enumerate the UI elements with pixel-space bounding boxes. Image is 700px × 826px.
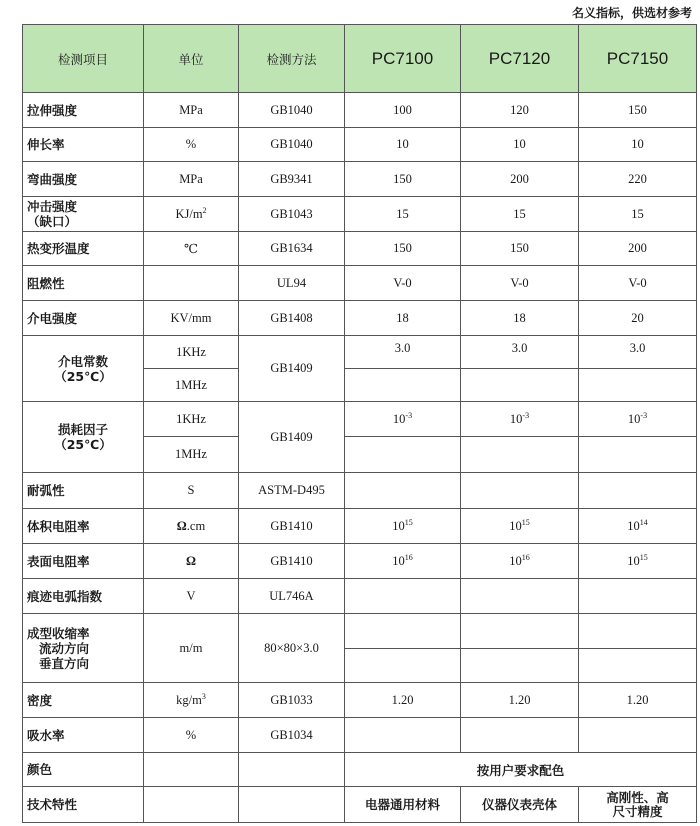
row-method: 80×80×3.0 xyxy=(239,614,345,683)
unit-symbol: Ω xyxy=(185,553,196,568)
row-item: 阻燃性 xyxy=(23,266,144,301)
row-value xyxy=(461,437,579,473)
row-item-line: 成型收缩率 xyxy=(27,625,90,641)
row-method: GB1043 xyxy=(239,197,345,232)
value-sup: 16 xyxy=(521,553,530,562)
row-unit: m/m xyxy=(144,614,239,683)
row-value xyxy=(461,614,579,649)
row-unit: ℃ xyxy=(144,232,239,266)
table-row xyxy=(23,266,697,301)
row-method: UL746A xyxy=(239,579,345,614)
value-sup: -3 xyxy=(640,411,648,420)
header-method: 检测方法 xyxy=(239,25,345,93)
row-value xyxy=(461,369,579,402)
header-pc7120: PC7120 xyxy=(461,25,579,93)
row-unit: V xyxy=(144,579,239,614)
row-value: 150 xyxy=(345,232,461,266)
row-method: GB1040 xyxy=(239,93,345,128)
row-value: 220 xyxy=(579,162,697,197)
table-row xyxy=(23,473,697,509)
row-value xyxy=(579,509,697,544)
table-row xyxy=(23,93,697,128)
row-item-line: （25℃） xyxy=(54,368,112,384)
row-item-line: 垂直方向 xyxy=(39,655,90,671)
row-freq: 1MHz xyxy=(144,437,239,473)
row-value xyxy=(345,473,461,509)
row-value: 150 xyxy=(345,162,461,197)
value-sup: 15 xyxy=(521,518,530,527)
row-value: 18 xyxy=(461,301,579,336)
row-unit: S xyxy=(144,473,239,509)
row-unit: MPa xyxy=(144,93,239,128)
spec-table xyxy=(22,24,697,823)
row-item xyxy=(23,402,144,473)
row-unit xyxy=(144,544,239,579)
row-value: V-0 xyxy=(461,266,579,301)
row-method: GB1634 xyxy=(239,232,345,266)
unit-base: kg/m xyxy=(176,693,202,707)
value-sup: -3 xyxy=(405,411,413,420)
row-item: 拉伸强度 xyxy=(23,93,144,128)
row-unit: KV/mm xyxy=(144,301,239,336)
row-value: 10 xyxy=(579,128,697,162)
row-value xyxy=(345,649,461,683)
header-row xyxy=(23,25,697,93)
reference-note: 名义指标，供选材参考 xyxy=(571,6,692,20)
table-row xyxy=(23,753,697,787)
row-method: GB1409 xyxy=(239,336,345,402)
row-unit xyxy=(144,266,239,301)
row-value xyxy=(579,437,697,473)
row-value xyxy=(345,579,461,614)
row-unit xyxy=(144,197,239,232)
header-pc7150: PC7150 xyxy=(579,25,697,93)
tech-value-line: 高刚性、高 xyxy=(606,789,669,805)
row-value: 15 xyxy=(345,197,461,232)
row-method: GB1410 xyxy=(239,509,345,544)
row-unit: MPa xyxy=(144,162,239,197)
header-unit: 单位 xyxy=(144,25,239,93)
row-value xyxy=(345,509,461,544)
row-value: V-0 xyxy=(345,266,461,301)
row-value: 150 xyxy=(461,232,579,266)
row-item: 吸水率 xyxy=(23,718,144,753)
row-method: GB1409 xyxy=(239,402,345,473)
row-unit xyxy=(144,753,239,787)
row-value xyxy=(461,509,579,544)
value-sup: 14 xyxy=(639,518,648,527)
table-row xyxy=(23,301,697,336)
row-method: GB1408 xyxy=(239,301,345,336)
row-value: V-0 xyxy=(579,266,697,301)
tech-value: 电器通用材料 xyxy=(345,787,461,823)
row-item: 介电强度 xyxy=(23,301,144,336)
row-method: GB1410 xyxy=(239,544,345,579)
value-base: 10 xyxy=(509,519,522,533)
row-item: 体积电阻率 xyxy=(23,509,144,544)
row-value xyxy=(461,718,579,753)
row-item-line: （缺口） xyxy=(27,214,78,229)
row-method xyxy=(239,753,345,787)
value-base: 10 xyxy=(627,554,640,568)
row-method: GB9341 xyxy=(239,162,345,197)
row-value xyxy=(461,579,579,614)
row-freq: 1MHz xyxy=(144,369,239,402)
row-method: GB1034 xyxy=(239,718,345,753)
row-value: 150 xyxy=(579,93,697,128)
table-row xyxy=(23,402,697,437)
table-row xyxy=(23,128,697,162)
row-unit xyxy=(144,509,239,544)
header-item: 检测项目 xyxy=(23,25,144,93)
row-item: 密度 xyxy=(23,683,144,718)
tech-value: 仪器仪表壳体 xyxy=(461,787,579,823)
value-base: 10 xyxy=(509,412,523,426)
row-method xyxy=(239,787,345,823)
row-value: 3.0 xyxy=(461,336,579,369)
table-row xyxy=(23,197,697,232)
value-sup: -3 xyxy=(522,411,530,420)
row-item: 耐弧性 xyxy=(23,473,144,509)
row-item xyxy=(23,197,144,232)
table-row xyxy=(23,683,697,718)
row-item: 弯曲强度 xyxy=(23,162,144,197)
value-base: 10 xyxy=(392,412,406,426)
tech-value-line: 尺寸精度 xyxy=(612,803,663,819)
row-value xyxy=(345,369,461,402)
unit-symbol: Ω xyxy=(176,518,187,533)
row-item: 痕迹电弧指数 xyxy=(23,579,144,614)
table-row xyxy=(23,579,697,614)
row-value xyxy=(345,614,461,649)
row-value: 1.20 xyxy=(345,683,461,718)
row-item-line: （25℃） xyxy=(54,437,112,452)
row-value xyxy=(579,649,697,683)
row-item xyxy=(23,336,144,402)
row-item: 伸长率 xyxy=(23,128,144,162)
row-item: 技术特性 xyxy=(23,787,144,823)
row-value xyxy=(345,718,461,753)
value-base: 10 xyxy=(392,519,405,533)
value-base: 10 xyxy=(392,554,405,568)
table-row xyxy=(23,614,697,649)
row-value xyxy=(345,402,461,437)
value-sup: 15 xyxy=(639,553,648,562)
row-item-line: 损耗因子 xyxy=(57,422,108,437)
table-row xyxy=(23,718,697,753)
table-row xyxy=(23,509,697,544)
row-method: ASTM-D495 xyxy=(239,473,345,509)
row-value xyxy=(579,369,697,402)
table-row xyxy=(23,232,697,266)
row-value xyxy=(345,544,461,579)
table-row xyxy=(23,544,697,579)
row-value: 20 xyxy=(579,301,697,336)
unit-sup: 3 xyxy=(201,692,206,701)
row-value: 18 xyxy=(345,301,461,336)
row-value xyxy=(461,402,579,437)
row-value: 10 xyxy=(345,128,461,162)
row-value: 15 xyxy=(579,197,697,232)
row-unit xyxy=(144,683,239,718)
row-value: 1.20 xyxy=(579,683,697,718)
row-item-line: 冲击强度 xyxy=(27,199,78,214)
unit-sup: 2 xyxy=(202,206,207,215)
row-item: 热变形温度 xyxy=(23,232,144,266)
value-base: 10 xyxy=(509,554,522,568)
row-value: 200 xyxy=(579,232,697,266)
value-sup: 15 xyxy=(404,518,413,527)
row-freq: 1KHz xyxy=(144,336,239,369)
row-item-line: 流动方向 xyxy=(39,640,90,656)
row-freq: 1KHz xyxy=(144,402,239,437)
row-item-line: 介电常数 xyxy=(57,353,108,369)
row-value: 1.20 xyxy=(461,683,579,718)
row-value xyxy=(461,649,579,683)
row-value: 200 xyxy=(461,162,579,197)
value-sup: 16 xyxy=(404,553,413,562)
table-row xyxy=(23,787,697,823)
row-value xyxy=(345,437,461,473)
unit-rest: .cm xyxy=(186,518,206,533)
row-value xyxy=(579,579,697,614)
color-value: 按用户要求配色 xyxy=(345,753,697,787)
row-item: 表面电阻率 xyxy=(23,544,144,579)
tech-value xyxy=(579,787,697,823)
row-value xyxy=(579,718,697,753)
row-value: 100 xyxy=(345,93,461,128)
row-unit: % xyxy=(144,718,239,753)
row-method: UL94 xyxy=(239,266,345,301)
row-method: GB1033 xyxy=(239,683,345,718)
row-value: 15 xyxy=(461,197,579,232)
header-pc7100: PC7100 xyxy=(345,25,461,93)
row-value xyxy=(579,402,697,437)
row-item: 颜色 xyxy=(23,753,144,787)
row-value: 3.0 xyxy=(345,336,461,369)
row-unit: % xyxy=(144,128,239,162)
row-value: 10 xyxy=(461,128,579,162)
row-item xyxy=(23,614,144,683)
row-value: 3.0 xyxy=(579,336,697,369)
row-value xyxy=(579,544,697,579)
row-unit xyxy=(144,787,239,823)
row-value xyxy=(579,473,697,509)
row-method: GB1040 xyxy=(239,128,345,162)
table-row xyxy=(23,162,697,197)
row-value xyxy=(461,544,579,579)
value-base: 10 xyxy=(627,412,641,426)
value-base: 10 xyxy=(627,519,640,533)
row-value xyxy=(461,473,579,509)
row-value xyxy=(579,614,697,649)
unit-base: KJ/m xyxy=(175,207,203,221)
row-value: 120 xyxy=(461,93,579,128)
table-row xyxy=(23,336,697,369)
